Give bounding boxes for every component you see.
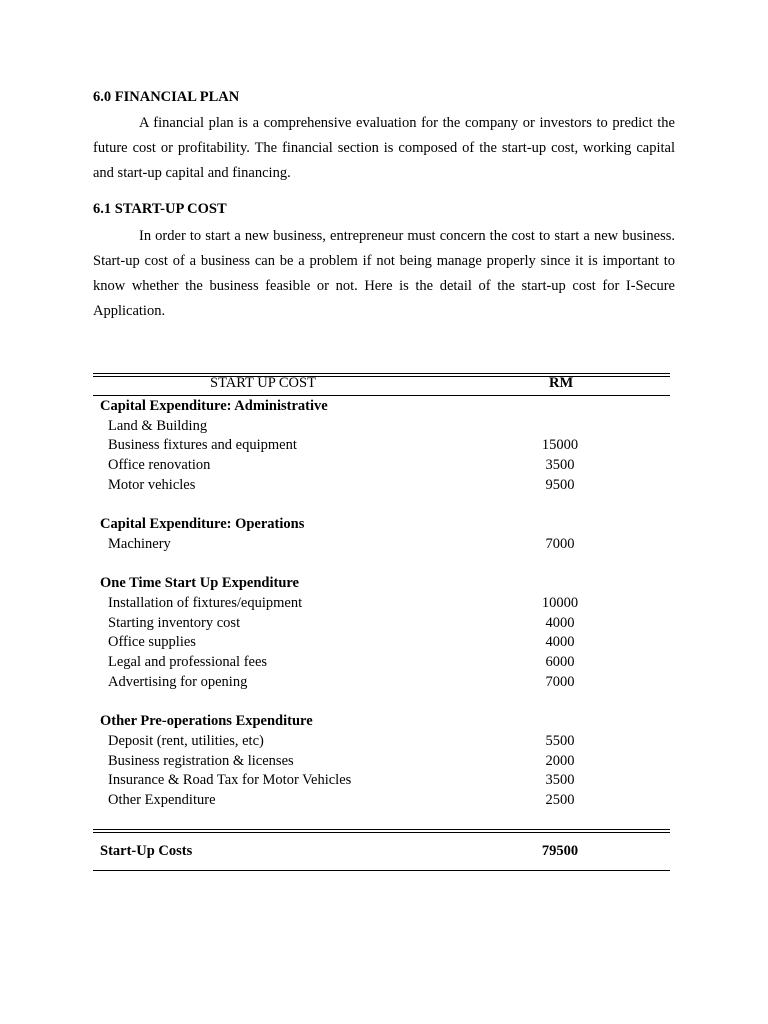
row-label: Installation of fixtures/equipment [108,595,303,611]
subsection-paragraph-text: In order to start a new business, entrepreneur must concern the cost to start a new business. Start-up cost of a business can be a problem if not being manage properly since it is important to know whether the business feasible or not. Here is the detail of the start-up cost for I-Secure Application. [93,228,675,319]
row-value: 4000 [545,614,575,631]
section-heading: 6.0 FINANCIAL PLAN [93,89,240,105]
table-row [93,435,670,455]
table-row [93,751,670,771]
table-bottom-rule [93,870,670,871]
table-row [93,455,670,475]
table-row [93,534,670,554]
row-value: 4000 [545,634,575,651]
table-row [93,652,670,672]
table-row [93,475,670,495]
section-paragraph-text: A financial plan is a comprehensive evaluation for the company or investors to predict the future cost or profitability. The financial section is composed of the start-up cost, working capital and start-up capital and financing. [93,115,675,181]
row-value: 6000 [545,654,575,671]
table-group-title [93,573,670,593]
table-group-title [93,396,670,416]
group-title-text: One Time Start Up Expenditure [100,575,299,592]
row-value: 9500 [545,476,575,493]
table-row [93,731,670,751]
row-value: 15000 [541,437,579,454]
subsection-paragraph [93,224,675,324]
total-value: 79500 [541,843,579,859]
table-row [93,593,670,613]
group-title-text: Capital Expenditure: Operations [100,516,305,533]
group-title-text: Capital Expenditure: Administrative [100,398,328,414]
row-label: Land & Building [108,417,208,434]
group-title-text: Other Pre-operations Expenditure [100,713,313,730]
row-label: Deposit (rent, utilities, etc) [108,732,264,749]
table-row [93,770,670,790]
row-value: 5500 [545,732,575,749]
row-label: Motor vehicles [108,476,196,493]
table-group-title [93,514,670,534]
table-header-item: START UP COST [210,375,316,391]
row-value: 10000 [541,595,579,611]
row-value: 7000 [545,673,575,690]
row-label: Legal and professional fees [108,654,268,671]
row-label: Insurance & Road Tax for Motor Vehicles [108,772,352,789]
table-top-rule [93,373,670,374]
table-row [93,672,670,692]
table-row [93,416,670,436]
table-row [93,632,670,652]
table-header-amount: RM [549,375,574,391]
row-label: Office renovation [108,457,211,474]
row-value: 2500 [545,792,575,808]
row-label: Advertising for opening [108,673,248,690]
row-value: 3500 [545,457,575,474]
total-label: Start-Up Costs [100,843,193,859]
row-label: Starting inventory cost [108,614,241,631]
subsection-heading: 6.1 START-UP COST [93,201,227,217]
total-row [93,841,670,861]
table-total-rule [93,829,670,830]
row-value: 3500 [545,772,575,789]
table-group-title [93,711,670,731]
table-top-rule-inner [93,376,670,377]
section-paragraph [93,111,675,186]
row-label: Other Expenditure [108,792,216,808]
table-row [93,790,670,810]
row-label: Office supplies [108,634,196,651]
row-label: Machinery [108,535,171,552]
row-label: Business fixtures and equipment [108,437,297,454]
row-value: 7000 [545,535,575,552]
row-label: Business registration & licenses [108,752,294,769]
table-total-rule-inner [93,832,670,833]
table-row [93,613,670,633]
row-value: 2000 [545,752,575,769]
